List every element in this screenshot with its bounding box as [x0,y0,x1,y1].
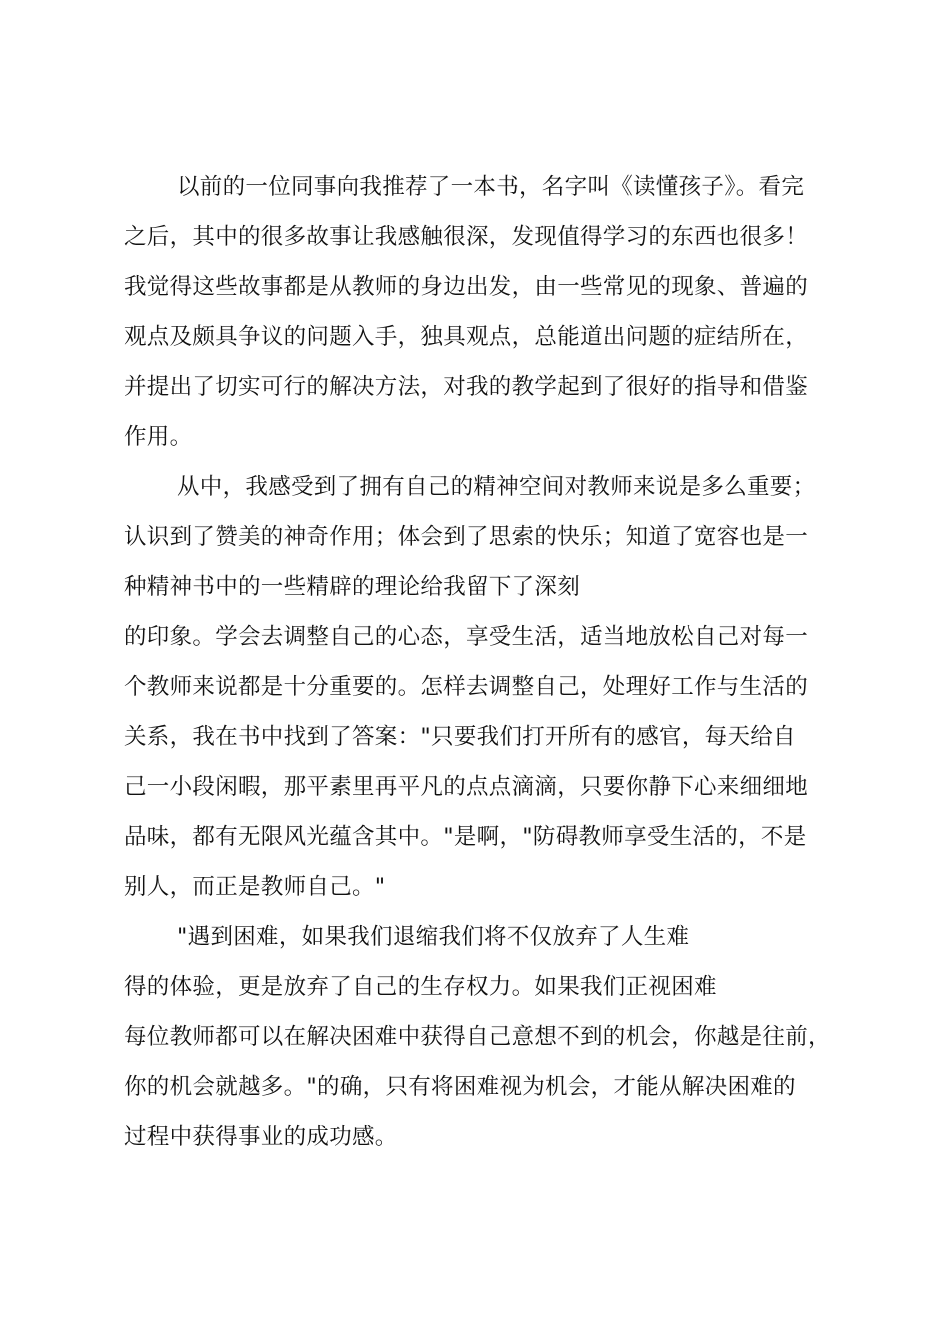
paragraph-2-line-3: 种精神书中的一些精辟的理论给我留下了深刻 [124,574,581,600]
paragraph-1-line-6: 作用。 [124,424,193,450]
paragraph-3-line-4: 你的机会就越多。"的确，只有将困难视为机会，才能从解决困难的 [124,1074,796,1100]
paragraph-3-line-3: 每位教师都可以在解决困难中获得自己意想不到的机会，你越是往前， [124,1024,831,1050]
paragraph-2-line-2: 认识到了赞美的神奇作用；体会到了思索的快乐；知道了宽容也是一 [124,524,809,550]
paragraph-2-line-8: 品味，都有无限风光蕴含其中。"是啊，"防碍教师享受生活的，不是 [124,824,807,850]
paragraph-2-line-9: 别人，而正是教师自己。" [124,874,386,900]
paragraph-3-line-1: "遇到困难，如果我们退缩我们将不仅放弃了人生难 [177,924,690,950]
paragraph-2-line-5: 个教师来说都是十分重要的。怎样去调整自己，处理好工作与生活的 [124,674,809,700]
paragraph-3-line-5: 过程中获得事业的成功感。 [124,1124,398,1150]
paragraph-2-line-4: 的印象。学会去调整自己的心态，享受生活，适当地放松自己对每一 [124,624,809,650]
paragraph-2-line-6: 关系，我在书中找到了答案："只要我们打开所有的感官，每天给自 [124,724,796,750]
paragraph-1-line-1: 以前的一位同事向我推荐了一本书，名字叫《读懂孩子》。看完 [177,174,805,200]
paragraph-2-line-1: 从中，我感受到了拥有自己的精神空间对教师来说是多么重要； [177,474,816,500]
paragraph-2-line-7: 己一小段闲暇，那平素里再平凡的点点滴滴，只要你静下心来细细地 [124,774,809,800]
paragraph-1-line-3: 我觉得这些故事都是从教师的身边出发，由一些常见的现象、普遍的 [124,274,809,300]
paragraph-1-line-4: 观点及颇具争议的问题入手，独具观点，总能道出问题的症结所在， [124,324,809,350]
paragraph-1-line-2: 之后，其中的很多故事让我感触很深，发现值得学习的东西也很多！ [124,224,809,250]
paragraph-3-line-2: 得的体验，更是放弃了自己的生存权力。如果我们正视困难 [124,974,717,1000]
paragraph-1-line-5: 并提出了切实可行的解决方法，对我的教学起到了很好的指导和借鉴 [124,374,809,400]
